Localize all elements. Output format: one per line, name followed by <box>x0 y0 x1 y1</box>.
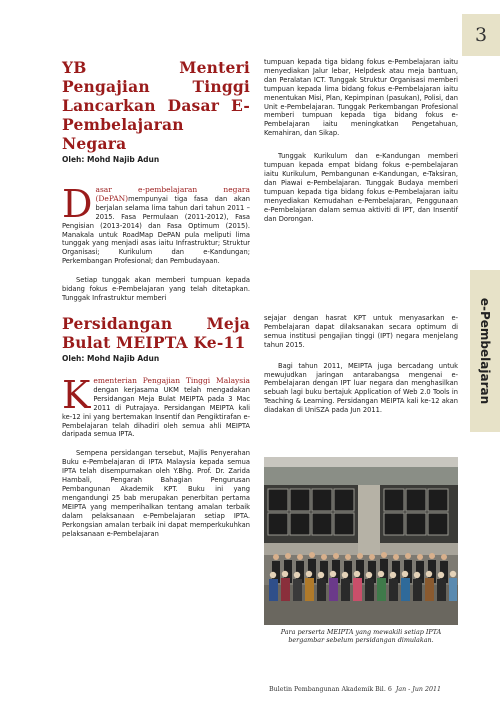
footer-date: Jan - Jun 2011 <box>395 686 441 693</box>
article1-lead-caps: asar e-pembelajaran negara (DePAN) <box>95 185 250 203</box>
article2-lead-text: dengan kerjasama UKM telah mengadakan Persidangan Meja Bulat MEIPTA pada 3 Mac 2011 di Putrajaya. Persidangan MEIPTA kali ke-12 ini yang bertemakan Insentif dan Pengiktirafan e-Pembelajaran telah dihadiri oleh semua ahli MEIPTA daripada semua IPTA. <box>62 385 250 439</box>
article1-lead-text: mempunyai tiga fasa dan akan berjalan selama lima tahun dari tahun 2011 – 2015. Fasa Permulaan (2011-2012), Fasa Pengisian (2013-2014) dan Fasa Optimum (2015). Manakala untuk RoadMap DePAN pula meliputi lima tunggak yang menjadi asas iaitu Infrastruktur; Struktur Organisasi; Kurikulum dan e-Kandungan; Perkembangan Profesional; dan Pembudayaan. <box>62 194 250 266</box>
page-number-tab <box>462 14 500 56</box>
section-label: e-Pembelajaran <box>478 297 492 405</box>
article2-para3: sejajar dengan hasrat KPT untuk menyasarkan e-Pembelajaran dapat dilaksanakan secara optimum di semua institusi pengajian tinggi (IPT) negara menjelang tahun 2015. <box>264 314 458 349</box>
group-photo <box>264 457 458 625</box>
article2-left-column <box>62 314 250 546</box>
article2-dropcap: K <box>62 373 91 417</box>
article1-para2: Setiap tunggak akan memberi tumpuan kepada bidang fokus e-Pembelajaran yang telah ditetapkan. Tunggak Infrastruktur memberi <box>62 276 250 302</box>
article2-lead-caps: ementerian Pengajian Tinggi Malaysia <box>93 376 250 385</box>
article2-author: Oleh: Mohd Najib Adun <box>62 354 160 363</box>
article2-para2: Sempena persidangan tersebut, Majlis Penyerahan Buku e-Pembelajaran di IPTA Malaysia kepada semua IPTA telah disempurnakan oleh Y.Bhg. Prof. Dr. Zarida Hambali, Pengarah Bahagian Pengurusan Pembangunan Akademik KPT. Buku ini yang mengandungi 25 bab merupakan penerbitan pertama MEIPTA yang memperihalkan tentang amalan terbaik dalam pelaksanaan e-Pembelajaran setiap IPTA. Perkongsian amalan terbaik ini dapat memperkukuhkan pelaksanaan e-Pembelajaran <box>62 449 250 538</box>
article2-lead <box>62 373 250 439</box>
page-number: 3 <box>474 24 488 46</box>
article1-author: Oleh: Mohd Najib Adun <box>62 155 160 164</box>
article1-para3: tumpuan kepada tiga bidang fokus e-Pembelajaran iaitu menyediakan Jalur lebar, Helpdesk atau meja bantuan, dan Peralatan ICT. Tunggak Struktur Organisasi memberi tumpuan kepada lima bidang fokus e-Pembelajaran iaitu menentukan Misi, Plan, Kepimpinan (pasukan), Polisi, dan Unit e-Pembelajaran. Tunggak Perkembangan Profesional memberi tumpuan kepada tiga bidang fokus e-Pembelajaran iaitu meningkatkan Pengetahuan, Kemahiran, dan Sikap. <box>264 58 458 138</box>
article1-lead <box>62 182 250 266</box>
article1-right-column <box>264 58 458 231</box>
article1-left-column <box>62 58 250 311</box>
article1-title: YB Menteri Pengajian Tinggi Lancarkan Dasar E-Pembelajaran Negara <box>62 58 250 153</box>
article2-title: Persidangan Meja Bulat MEIPTA Ke-11 <box>62 314 250 352</box>
footer-text: Buletin Pembangunan Akademik Bil. 6 <box>269 686 392 693</box>
section-tab <box>470 270 500 432</box>
footer <box>250 686 460 693</box>
article1-dropcap: D <box>62 182 93 226</box>
article1-para4: Tunggak Kurikulum dan e-Kandungan memberi tumpuan kepada empat bidang fokus e-pembelajaran iaitu Kurikulum, Pembangunan e-Kandungan, e-Taksiran, dan Piawai e-Pembelajaran. Tunggak Budaya memberi tumpuan kepada tiga bidang fokus e-Pembelajaran iaitu menyediakan Kemudahan e-Pembelajaran, Penggunaan e-Pembelajaran dalam semua aktiviti di IPT, dan Insentif dan Dorongan. <box>264 152 458 223</box>
photo-caption: Para perserta MEIPTA yang mewakili setiap IPTA bergambar sebelum persidangan dimulakan. <box>280 628 442 644</box>
article2-para4: Bagi tahun 2011, MEIPTA juga bercadang untuk mewujudkan jaringan antarabangsa mengenai e-Pembelajaran dengan IPT luar negara dan menghasilkan sebuah lagi buku bertajuk Application of Web 2.0 Tools in Teaching & Learning. Persidangan MEIPTA kali ke-12 akan diadakan di UniSZA pada Jun 2011. <box>264 361 458 415</box>
article2-right-column <box>264 314 458 423</box>
